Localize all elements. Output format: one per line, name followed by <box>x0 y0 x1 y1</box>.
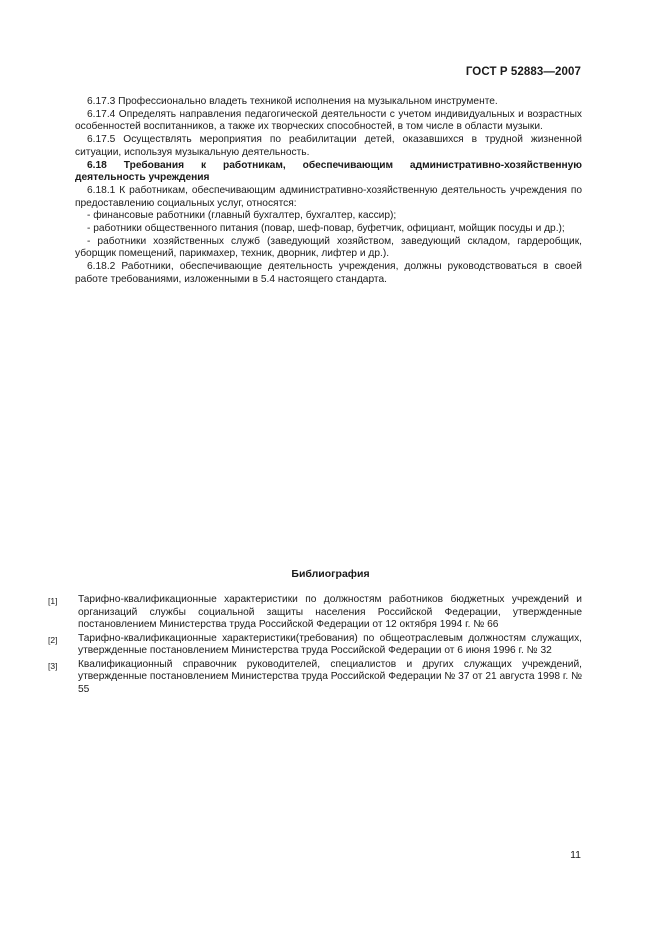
bibliography-list <box>48 594 582 697</box>
bibliography-item-text: Тарифно-квалификационные характеристики(требования) по общеотраслевым должностям служащих, утвержденные постановлением Министерства труда Российской Федерации от 6 июня 1996 г. № 32 <box>78 632 582 656</box>
bibliography-item-text: Квалификационный справочник руководителей, специалистов и других служащих учреждений, утвержденные постановлением Министерства труда Российской Федерации № 37 от 21 августа 1998 г. № 55 <box>78 658 582 695</box>
bibliography-item <box>48 659 582 697</box>
bibliography-item-number: [2] <box>48 634 58 645</box>
bibliography-item-number: [1] <box>48 596 58 606</box>
bibliography-item <box>48 594 582 632</box>
document-body <box>75 96 582 287</box>
paragraph-6-17-3: 6.17.3 Профессионально владеть техникой исполнения на музыкальном инструменте. <box>87 96 498 107</box>
bibliography-title: Библиография <box>291 568 370 580</box>
bibliography-item-text: Тарифно-квалификационные характеристики по должностям работников бюджетных учреждений и организаций службы социальной защиты населения Российской Федерации, утвержденные постановлением Министерства труда Российской Федерации от 12 октября 1994 г. № 66 <box>78 594 582 630</box>
list-item-catering: - работники общественного питания (повар, шеф-повар, буфетчик, официант, мойщик посуды и др.); <box>87 223 565 235</box>
paragraph-6-18-2: 6.18.2 Работники, обеспечивающие деятельность учреждения, должны руководствоваться в своей работе требованиями, изложенными в 5.4 настоящего стандарта. <box>75 261 582 285</box>
paragraph-6-17-5: 6.17.5 Осуществлять мероприятия по реабилитации детей, оказавшихся в трудной жизненной ситуации, используя музыкальную деятельность. <box>75 134 582 158</box>
paragraph-6-18-1: 6.18.1 К работникам, обеспечивающим административно-хозяйственную деятельность учреждения по предоставлению социальных услуг, относятся: <box>75 184 582 209</box>
document-header: ГОСТ Р 52883—2007 <box>465 66 581 78</box>
paragraph-6-17-4: 6.17.4 Определять направления педагогической деятельности с учетом индивидуальных и возрастных особенностей воспитанников, а также их творческих способностей, в том числе в области музыки. <box>75 108 582 133</box>
page-number: 11 <box>570 849 581 861</box>
list-item-household: - работники хозяйственных служб (заведующий хозяйством, заведующий складом, гардеробщик, уборщик помещений, парикмахер, техник, дворник, лифтер и др.). <box>75 235 582 260</box>
section-heading-6-18: 6.18 Требования к работникам, обеспечивающим административно-хозяйственную деятельность учреждения <box>75 159 582 184</box>
bibliography-item-number: [3] <box>48 660 58 671</box>
list-item-financial: - финансовые работники (главный бухгалтер, бухгалтер, кассир); <box>87 210 397 222</box>
bibliography-item <box>48 633 582 658</box>
